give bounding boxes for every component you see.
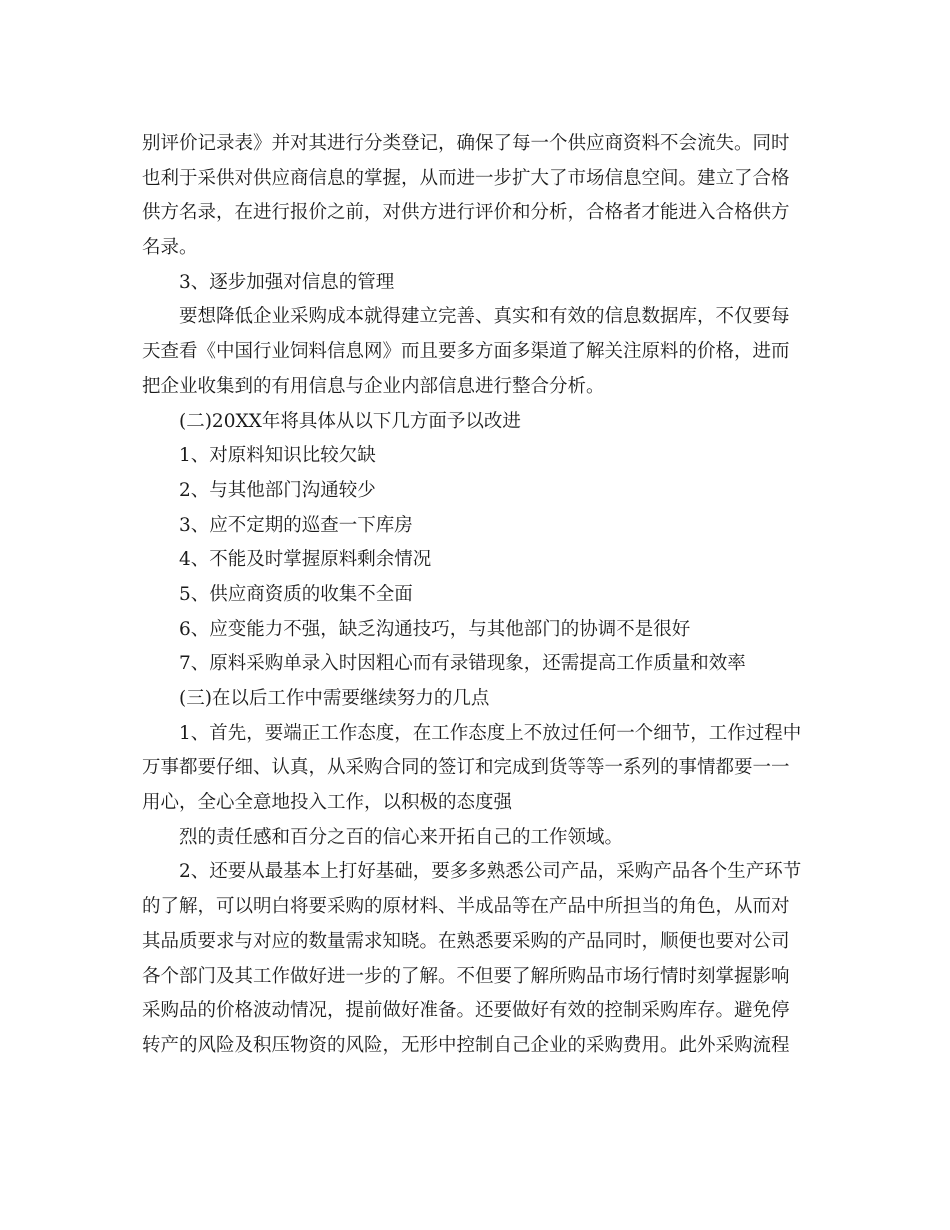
text-line: 3、应不定期的巡查一下库房 [179, 514, 413, 536]
text-line: 7、原料采购单录入时因粗心而有录错现象，还需提高工作质量和效率 [179, 653, 746, 675]
text-line: 也利于采供对供应商信息的掌握，从而进一步扩大了市场信息空间。建立了合格 [142, 167, 790, 189]
text-line: 其品质要求与对应的数量需求知晓。在熟悉要采购的产品同时，顺便也要对公司 [142, 930, 790, 952]
text-line: 天查看《中国行业饲料信息网》而且要多方面多渠道了解关注原料的价格，进而 [142, 341, 790, 363]
text-line: 烈的责任感和百分之百的信心来开拓自己的工作领域。 [179, 826, 624, 848]
text-line: 万事都要仔细、认真，从采购合同的签订和完成到货等等一系列的事情都要一一 [142, 757, 790, 779]
text-line: 2、还要从最基本上打好基础，要多多熟悉公司产品，采购产品各个生产环节 [179, 861, 802, 883]
text-line: 1、首先，要端正工作态度，在工作态度上不放过任何一个细节，工作过程中 [179, 722, 802, 744]
text-line: 4、不能及时掌握原料剩余情况 [179, 549, 432, 571]
text-line: (三)在以后工作中需要继续努力的几点 [179, 688, 490, 709]
text-line: 别评价记录表》并对其进行分类登记，确保了每一个供应商资料不会流失。同时 [142, 133, 790, 154]
text-line: 转产的风险及积压物资的风险，无形中控制自己企业的采购费用。此外采购流程 [142, 1034, 790, 1056]
text-line: 1、对原料知识比较欠缺 [179, 445, 376, 467]
text-line: 3、逐步加强对信息的管理 [179, 271, 395, 293]
text-line: 把企业收集到的有用信息与企业内部信息进行整合分析。 [142, 375, 605, 397]
text-line: 2、与其他部门沟通较少 [179, 479, 376, 501]
text-line: 供方名录，在进行报价之前，对供方进行评价和分析，合格者才能进入合格供方 [142, 202, 790, 224]
text-line: 用心，全心全意地投入工作，以积极的态度强 [142, 792, 513, 814]
text-line: 名录。 [142, 237, 198, 259]
text-line: 各个部门及其工作做好进一步的了解。不但要了解所购品市场行情时刻掌握影响 [142, 965, 790, 987]
text-line: (二)20XX年将具体从以下几方面予以改进 [179, 410, 521, 432]
text-line: 采购品的价格波动情况，提前做好准备。还要做好有效的控制采购库存。避免停 [142, 1000, 790, 1022]
text-line: 要想降低企业采购成本就得建立完善、真实和有效的信息数据库，不仅要每 [179, 306, 790, 328]
text-line: 5、供应商资质的收集不全面 [179, 583, 413, 605]
document-body [142, 127, 807, 1064]
text-line: 6、应变能力不强，缺乏沟通技巧，与其他部门的协调不是很好 [179, 618, 691, 640]
text-line: 的了解，可以明白将要采购的原材料、半成品等在产品中所担当的角色，从而对 [142, 896, 790, 918]
